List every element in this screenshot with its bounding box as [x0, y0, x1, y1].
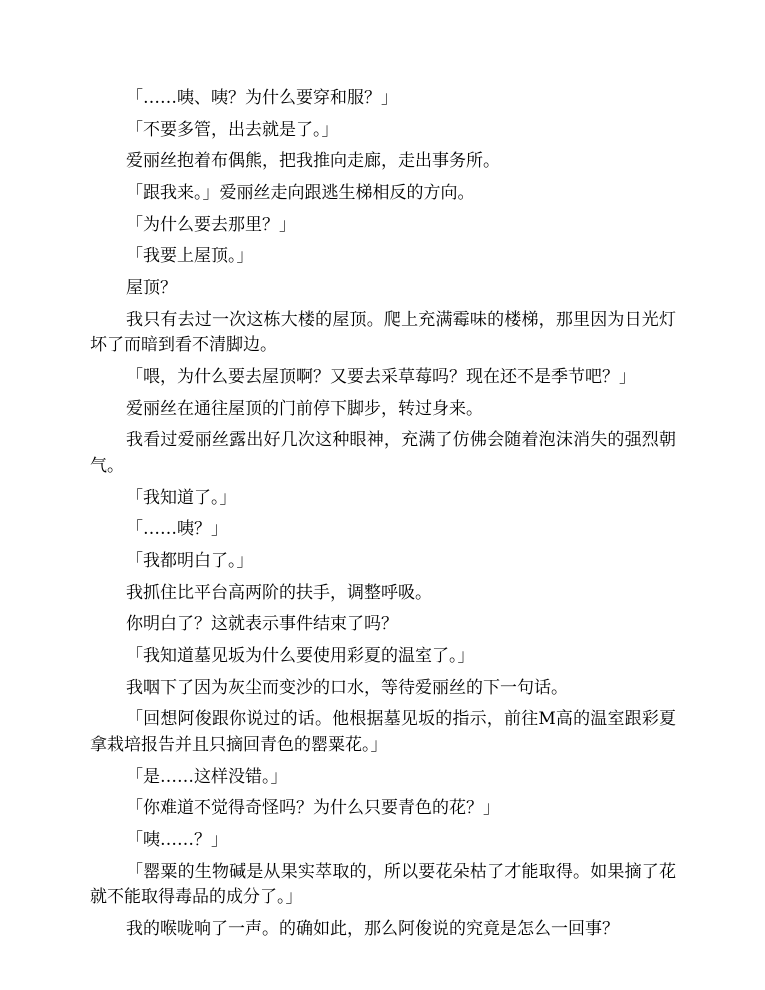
paragraph: 「回想阿俊跟你说过的话。他根据墓见坂的指示，前往M高的温室跟彩夏拿栽培报告并且只摘回青色的罂粟花。」	[90, 709, 676, 755]
paragraph: 「……咦？」	[126, 519, 228, 540]
paragraph: 爱丽丝在通往屋顶的门前停下脚步，转过身来。	[126, 398, 483, 419]
paragraph: 「我知道墓见坂为什么要使用彩夏的温室了。」	[126, 646, 475, 666]
paragraph: 「咦……？」	[126, 829, 228, 850]
paragraph: 我咽下了因为灰尘而变沙的口水，等待爱丽丝的下一句话。	[126, 677, 568, 698]
paragraph: 「跟我来。」爱丽丝走向跟逃生梯相反的方向。	[126, 183, 475, 204]
paragraph: 「你难道不觉得奇怪吗？为什么只要青色的花？」	[126, 798, 500, 819]
paragraph: 「喂，为什么要去屋顶啊？又要去采草莓吗？现在还不是季节吧？」	[126, 367, 636, 387]
paragraph: 「我都明白了。」	[126, 550, 254, 571]
paragraph: 「为什么要去那里？」	[126, 214, 296, 235]
paragraph: 「我要上屋顶。」	[126, 246, 254, 267]
document-body	[90, 86, 676, 949]
paragraph: 我的喉咙响了一声。的确如此，那么阿俊说的究竟是怎么一回事？	[126, 918, 619, 939]
paragraph: 我看过爱丽丝露出好几次这种眼神，充满了仿佛会随着泡沫消失的强烈朝气。	[90, 430, 676, 476]
paragraph: 「罂粟的生物碱是从果实萃取的，所以要花朵枯了才能取得。如果摘了花就不能取得毒品的成分了。」	[90, 861, 676, 908]
paragraph: 「是……这样没错。」	[126, 766, 288, 787]
paragraph: 「不要多管，出去就是了。」	[126, 119, 339, 140]
paragraph: 爱丽丝抱着布偶熊，把我推向走廊，走出事务所。	[126, 151, 500, 172]
paragraph: 「……咦、咦？为什么要穿和服？」	[126, 88, 398, 108]
paragraph: 「我知道了。」	[126, 487, 237, 508]
paragraph: 我只有去过一次这栋大楼的屋顶。爬上充满霉味的楼梯，那里因为日光灯坏了而暗到看不清脚边。	[90, 309, 676, 356]
paragraph: 我抓住比平台高两阶的扶手，调整呼吸。	[126, 582, 432, 603]
paragraph: 屋顶？	[126, 278, 177, 299]
paragraph: 你明白了？这就表示事件结束了吗？	[126, 614, 398, 635]
